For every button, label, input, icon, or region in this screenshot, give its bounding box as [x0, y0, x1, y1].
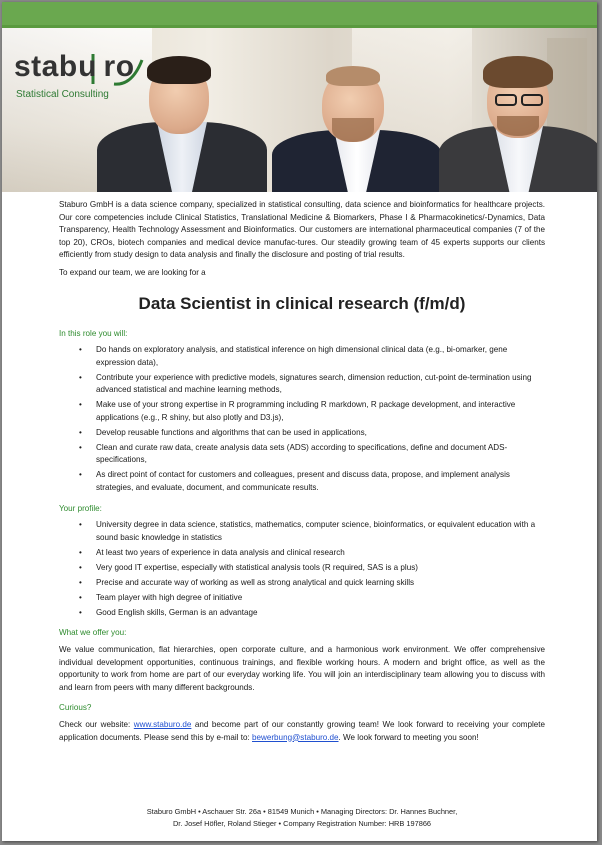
posting-content — [59, 199, 545, 744]
curious-text-b: and become part of our constantly growing team! We look forward to receiving your complete application documents. Please send this by e-mail to: — [59, 719, 545, 742]
profile-item: • At least two years of experience in data analysis and clinical research — [59, 547, 545, 560]
staburo-logo — [14, 46, 164, 106]
role-item: • As direct point of contact for customers and colleagues, present and discuss data, propose, and implement analysis strategies, and evaluate, document, and communicate results. — [59, 469, 545, 494]
footer-line-1: Staburo GmbH • Aschauer Str. 26a • 81549 Munich • Managing Directors: Dr. Hannes Buchner, — [146, 807, 458, 816]
profile-item: • University degree in data science, statistics, mathematics, computer science, bioinformatics, or equivalent education with a sound basic knowledge in statistics — [59, 519, 545, 544]
team-member-photo-center — [272, 52, 442, 192]
profile-heading: Your profile: — [59, 503, 102, 513]
email-link[interactable]: bewerbung@staburo.de — [252, 732, 339, 742]
profile-item: • Precise and accurate way of working as well as strong analytical and quick learning skills — [59, 577, 545, 590]
footer — [59, 806, 545, 830]
company-intro: Staburo GmbH is a data science company, specialized in statistical consulting, data science and bioinformatics for healthcare projects. Our core competencies include Clinical Statistics, Translational Medicine & Biomarkers, Phase I & Pharmacokinetics/-Dynamics, Data Transparency, Health Technology Assessment and Bioinformatics. Our customers are international pharmaceutical companies (7 of the top 20), CROs, biotech companies and medical device manufac-tures. Our steadily growing team of 45 experts supports our clients efficiently from study design to data analysis and finally the disclosure and posting of trial results. — [59, 200, 545, 260]
logo-subtitle: Statistical Consulting — [16, 89, 109, 100]
profile-item: • Good English skills, German is an advantage — [59, 607, 545, 620]
curious-text-a: Check our website: — [59, 719, 134, 729]
lead-text: To expand our team, we are looking for a — [59, 267, 206, 277]
team-member-photo-right — [439, 44, 597, 192]
role-heading: In this role you will: — [59, 328, 128, 338]
curious-text — [59, 719, 545, 744]
curious-heading: Curious? — [59, 703, 92, 713]
role-item: • Clean and curate raw data, create analysis data sets (ADS) according to specifications, define and document ADS-specifications, — [59, 442, 545, 467]
role-list — [59, 344, 545, 494]
top-accent-bar — [2, 2, 597, 28]
profile-item: • Team player with high degree of initiative — [59, 592, 545, 605]
footer-line-2: Dr. Josef Höfler, Roland Stieger • Company Registration Number: HRB 197866 — [172, 819, 432, 828]
curious-text-c: . We look forward to meeting you soon! — [338, 732, 479, 742]
role-item: • Do hands on exploratory analysis, and statistical inference on high dimensional clinical data (e.g., bi-omarker, gene expression data), — [59, 344, 545, 369]
job-posting-page — [2, 2, 597, 841]
offer-text: We value communication, flat hierarchies, open corporate culture, and a harmonious work environment. We offer comprehensive individual development opportunities, continuous trainings, and flexible working hours. A modern and bright office, as well as the opportunity to work from home are part of our everyday working life. You will join an interdisciplinary team allowing you to discuss with and learn from peers with many different backgrounds. — [59, 644, 545, 692]
offer-heading: What we offer you: — [59, 628, 127, 638]
profile-list — [59, 519, 545, 619]
job-title: Data Scientist in clinical research (f/m/d) — [138, 293, 466, 313]
logo-wordmark: stabu ro — [14, 50, 135, 83]
profile-item: • Very good IT expertise, especially with statistical analysis tools (R required, SAS is a plus) — [59, 562, 545, 575]
role-item: • Make use of your strong expertise in R programming including R markdown, R package development, and interactive applications (e.g., R shiny, but also plotly and D3.js), — [59, 399, 545, 424]
role-item: • Contribute your experience with predictive models, signatures search, dimension reduction, cut-point de-termination using advanced statistical and machine learning methods, — [59, 372, 545, 397]
role-item: • Develop reusable functions and algorithms that can be used in applications, — [59, 427, 545, 440]
website-link[interactable]: www.staburo.de — [133, 719, 192, 729]
team-photo — [2, 28, 597, 192]
